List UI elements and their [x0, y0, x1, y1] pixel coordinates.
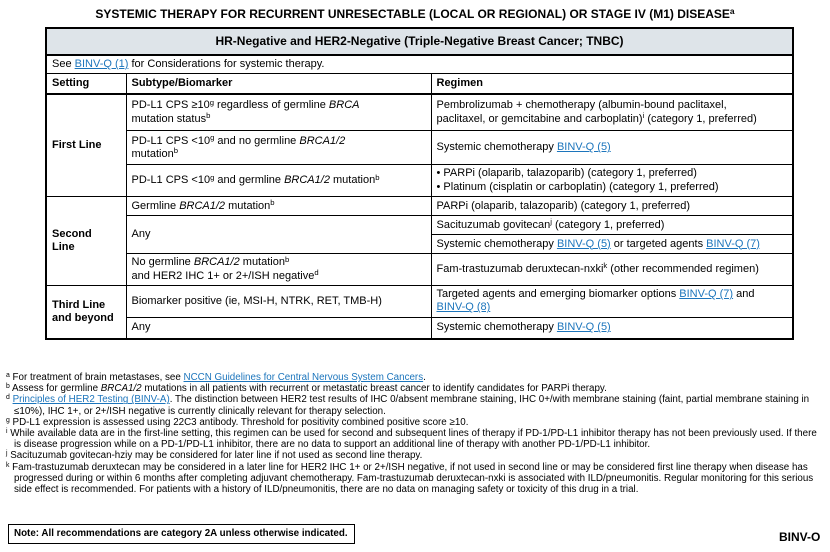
footnotes [6, 372, 825, 495]
footnote-k: $^k$ Fam-trastuzumab deruxtecan may be considered in a later line for HER2 IHC 1+ or 2+/ISH negative, if not used in second line or may be considered first line therapy when disease has progressed during or within 6 months after completing adjuvant chemotherapy. Fam-trastuzumab deruxtecan-nxki is associated with ILD/pneumonitis. Regular monitoring for this serious side effect is recommended. For patients with a history of ILD/pneumonitis, there are no data on managing safety or toxicity of this drug in a trial. [6, 461, 814, 496]
regimen-cell-sacituzumab: Sacituzumab govitecan$^j$ (category 1, preferred) [431, 216, 793, 235]
subtype-cell-any-second-line: Any [126, 216, 431, 254]
regimen-cell-pembrolizumab: Pembrolizumab + chemotherapy (albumin-bound paclitaxel, paclitaxel, or gemcitabine and carboplatin)$^i$ (category 1, preferred) [431, 94, 793, 131]
link-binv-q-7[interactable]: BINV-Q (7) [706, 237, 760, 250]
page-number: BINV-O [779, 530, 821, 544]
col-header-subtype-biomarker: Subtype/Biomarker [126, 74, 431, 94]
footnote-i: $^i$ While available data are in the first-line setting, this regimen can be used for second and subsequent lines of therapy if PD-1/PD-L1 inhibitor therapy has not been previously used. If there is disease progression while on a PD-1/PD-L1 inhibitor, there are no data to support an additional line of therapy with another PD-1/PD-L1 inhibitor. [6, 427, 817, 451]
subtype-cell-any-third-line: Any [126, 317, 431, 339]
link-binv-q-1[interactable]: BINV-Q (1) [74, 58, 129, 70]
footnote-g: $^g$ PD-L1 expression is assessed using 22C3 antibody. Threshold for positivity combined positive score ≥10. [6, 416, 469, 428]
link-binv-q-5[interactable]: BINV-Q (5) [556, 141, 611, 154]
table-subheader: See BINV-Q (1) for Considerations for systemic therapy. [46, 55, 793, 74]
subtype-cell-pdl1-low-no-brca: PD-L1 CPS $<10^g$ and no germline BRCA1/2 mutation$^b$ [126, 131, 431, 165]
setting-third-line: Third Line and beyond [46, 286, 126, 340]
subtype-cell-no-brca-her2-low: No germline BRCA1/2 mutation$^b$ and HER2 IHC 1+ or 2+/ISH negative$^d$ [126, 254, 431, 286]
regimen-cell-systemic-chemo-2: Systemic chemotherapy BINV-Q (5) [431, 317, 793, 339]
footnote-d: $^d$ Principles of HER2 Testing (BINV-A). The distinction between HER2 test results of IHC 0/absent membrane staining, IHC 0+/with membrane staining (faint, partial membrane staining in ≤10%), IHC 1+, or 2+/ISH negative is currently clinically relevant for therapy selection. [6, 394, 810, 417]
link-binv-q-5[interactable]: BINV-Q (5) [556, 321, 611, 334]
link-binv-a[interactable]: Principles of HER2 Testing (BINV-A) [12, 394, 170, 406]
regimen-cell-fam-trastuzumab: Fam-trastuzumab deruxtecan-nxki$^k$ (other recommended regimen) [431, 254, 793, 286]
regimen-cell-chemo-or-targeted: Systemic chemotherapy BINV-Q (5) or targeted agents BINV-Q (7) [431, 235, 793, 254]
setting-first-line: First Line [46, 94, 126, 197]
category-note: Note: All recommendations are category 2A unless otherwise indicated. [8, 524, 355, 544]
link-nccn-cns-guidelines[interactable]: NCCN Guidelines for Central Nervous System Cancers [183, 372, 424, 383]
link-binv-q-8[interactable]: BINV-Q (8) [436, 301, 491, 314]
therapy-table [45, 27, 794, 340]
link-binv-q-5[interactable]: BINV-Q (5) [556, 237, 611, 250]
col-header-regimen: Regimen [431, 74, 793, 94]
regimen-cell-targeted-agents: Targeted agents and emerging biomarker options BINV-Q (7) and BINV-Q (8) [431, 286, 793, 318]
subtype-cell-germline-brca: Germline BRCA1/2 mutation$^b$ [126, 197, 431, 216]
footnote-j: $^j$ Sacituzumab govitecan-hziy may be considered for later line if not used as second line therapy. [6, 450, 423, 462]
page-title: SYSTEMIC THERAPY FOR RECURRENT UNRESECTABLE (LOCAL OR REGIONAL) OR STAGE IV (M1) DISEASE$^a$ [95, 6, 735, 21]
regimen-cell-parpi-platinum: • PARPi (olaparib, talazoparib) (category 1, preferred) • Platinum (cisplatin or carboplatin) (category 1, preferred) [431, 165, 793, 197]
subtype-cell-pdl1-low-brca: PD-L1 CPS $<10^g$ and germline BRCA1/2 mutation$^b$ [126, 165, 431, 197]
footnote-a: $^a$ For treatment of brain metastases, see NCCN Guidelines for Central Nervous System Cancers. [6, 371, 426, 383]
subtype-cell-pdl1-high: PD-L1 CPS $\ge 10^g$ regardless of germline BRCA mutation status$^b$ [126, 94, 431, 131]
col-header-setting: Setting [46, 74, 126, 94]
link-binv-q-7[interactable]: BINV-Q (7) [679, 288, 734, 301]
table-header: HR-Negative and HER2-Negative (Triple-Negative Breast Cancer; TNBC) [46, 28, 793, 55]
footnote-b: $^b$ Assess for germline BRCA1/2 mutations in all patients with recurrent or metastatic breast cancer to identify candidates for PARPi therapy. [6, 383, 607, 395]
regimen-cell-systemic-chemo-1: Systemic chemotherapy BINV-Q (5) [431, 131, 793, 165]
regimen-cell-parpi: PARPi (olaparib, talazoparib) (category 1, preferred) [431, 197, 793, 216]
setting-second-line: Second Line [46, 197, 126, 286]
subtype-cell-biomarker-positive: Biomarker positive (ie, MSI-H, NTRK, RET, TMB-H) [126, 286, 431, 318]
